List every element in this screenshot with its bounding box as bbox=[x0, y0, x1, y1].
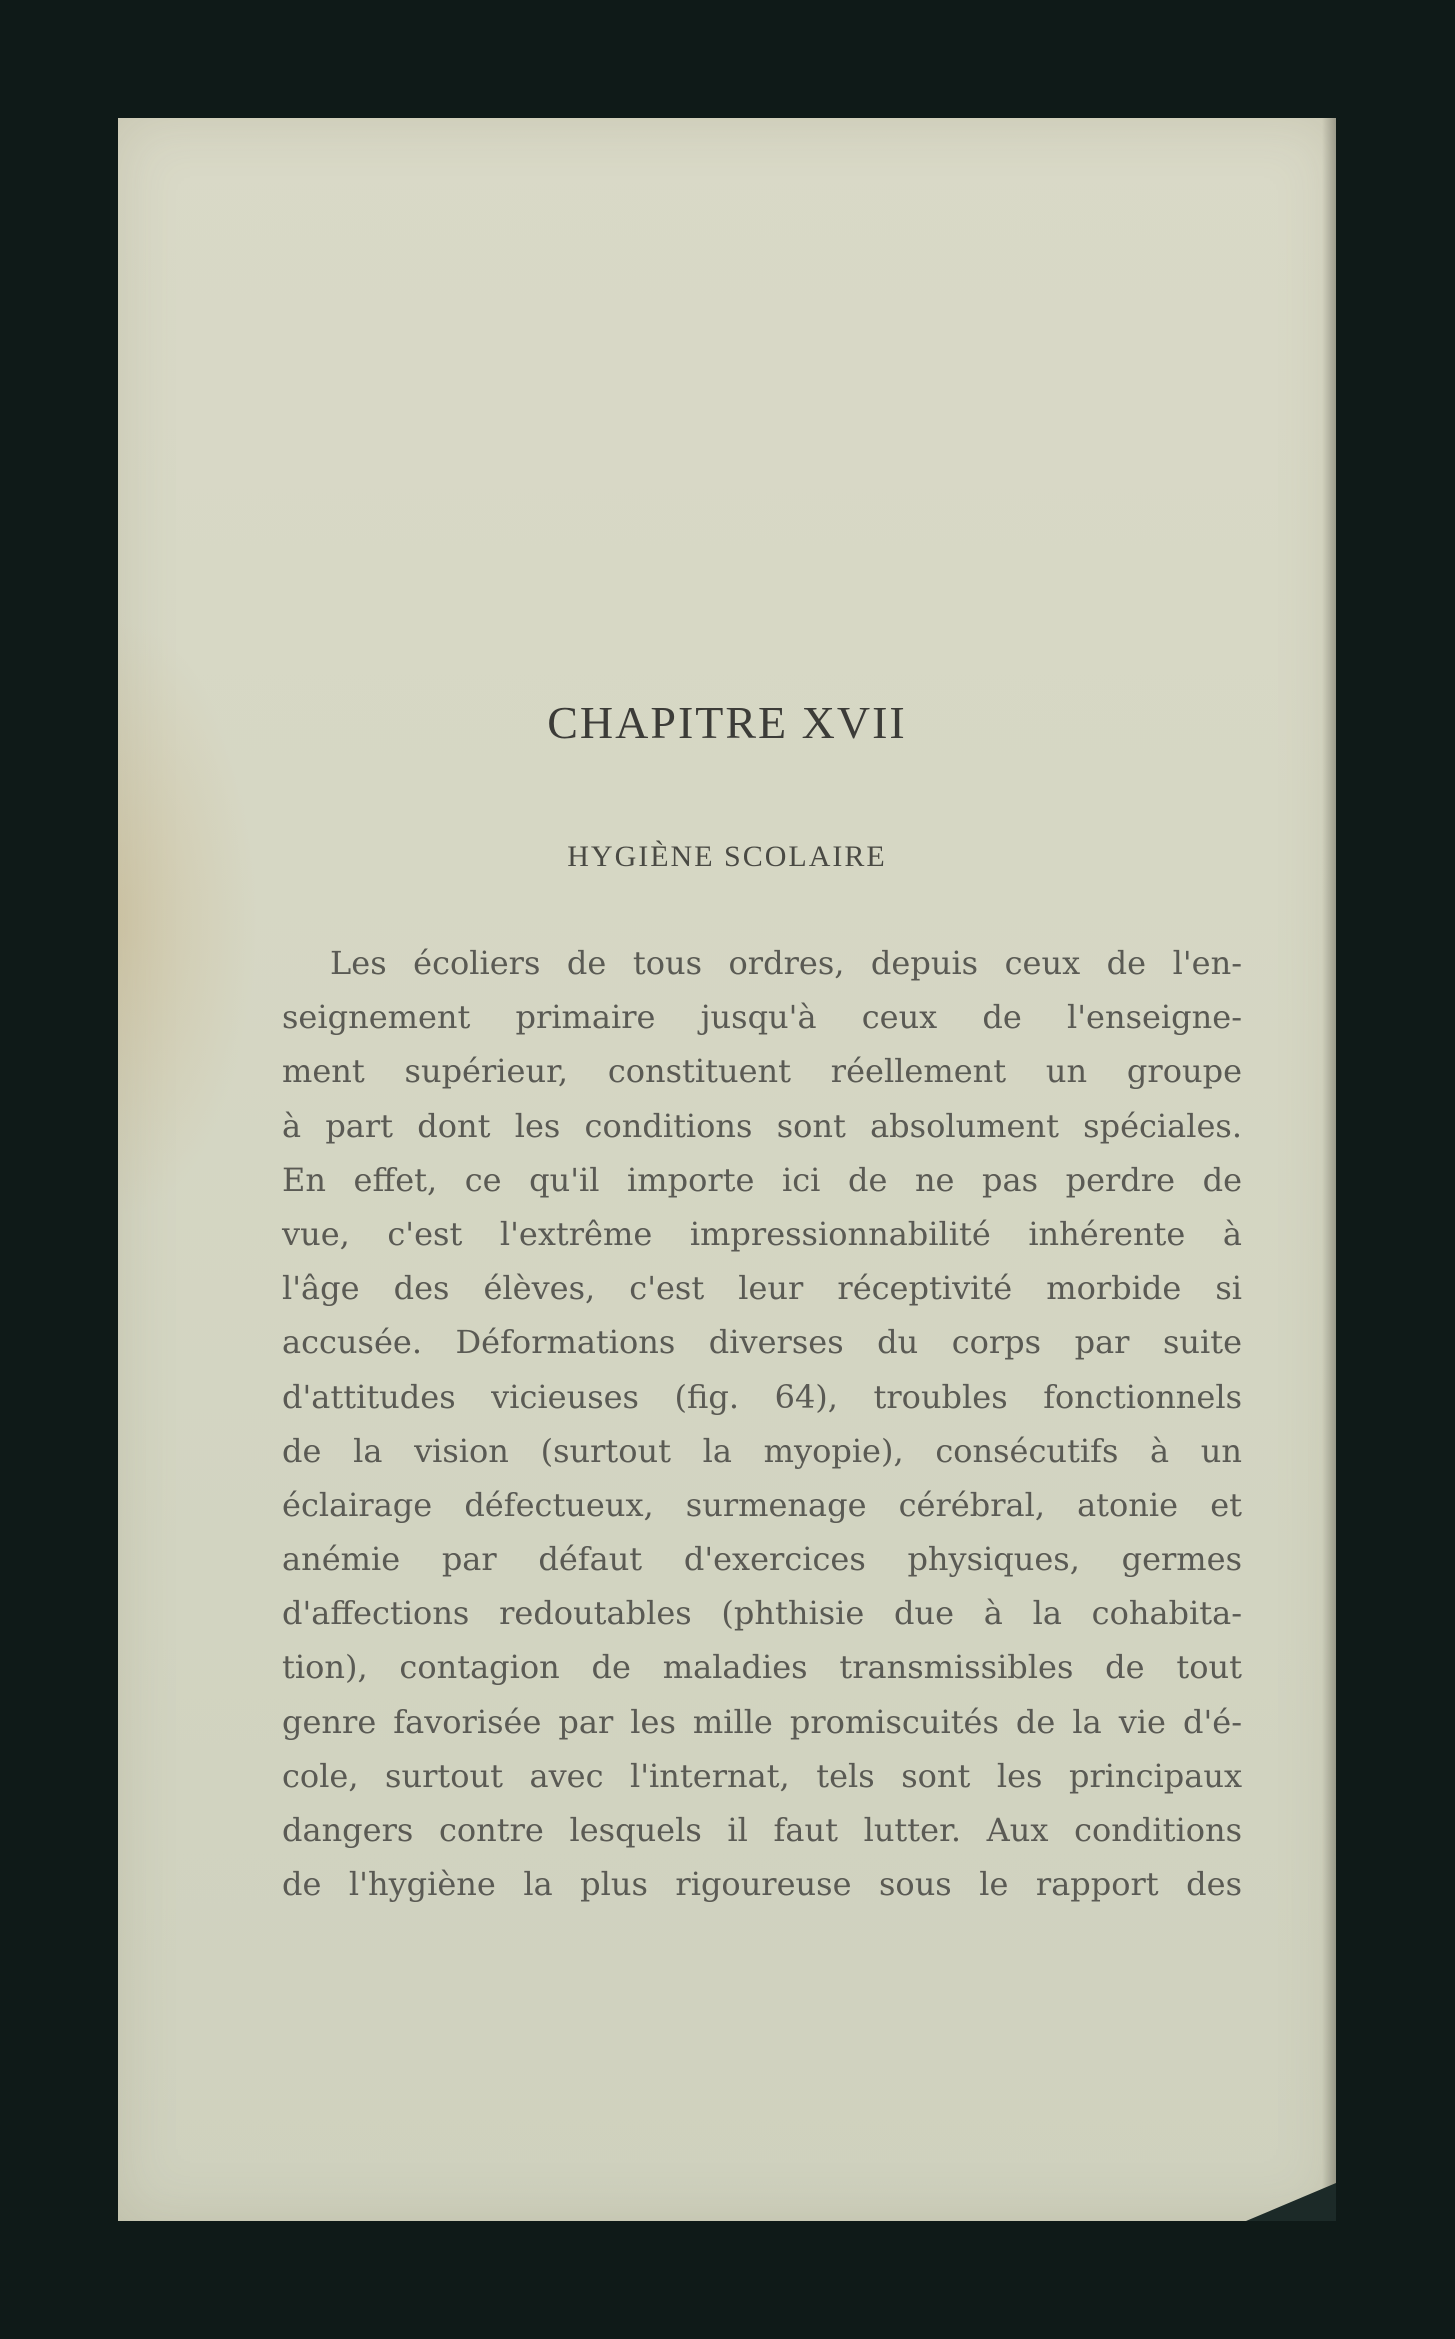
text-line: à part dont les conditions sont absolument spéciales. bbox=[282, 1106, 1242, 1145]
text-line: anémie par défaut d'exercices physiques, germes bbox=[282, 1540, 1242, 1579]
text-line: En effet, ce qu'il importe ici de ne pas perdre de bbox=[282, 1160, 1242, 1199]
page-corner bbox=[1246, 2183, 1336, 2221]
body-paragraph bbox=[282, 936, 1242, 1911]
text-line: de la vision (surtout la myopie), consécutifs à un bbox=[282, 1431, 1242, 1470]
text-line: cole, surtout avec l'internat, tels sont les principaux bbox=[282, 1756, 1242, 1795]
text-line: dangers contre lesquels il faut lutter. Aux conditions bbox=[282, 1811, 1242, 1849]
text-line: tion), contagion de maladies transmissibles de tout bbox=[282, 1648, 1242, 1687]
text-line: vue, c'est l'extrême impressionnabilité inhérente à bbox=[282, 1214, 1242, 1253]
text-line: accusée. Déformations diverses du corps par suite bbox=[282, 1323, 1242, 1362]
text-line: seignement primaire jusqu'à ceux de l'enseigne- bbox=[282, 998, 1242, 1037]
book-page bbox=[118, 118, 1336, 2221]
text-line: Les écoliers de tous ordres, depuis ceux de l'en- bbox=[330, 944, 1242, 982]
page-edge-shadow bbox=[1322, 118, 1336, 2221]
text-line: éclairage défectueux, surmenage cérébral, atonie et bbox=[282, 1485, 1242, 1524]
section-title: HYGIÈNE SCOLAIRE bbox=[567, 840, 887, 873]
chapter-title: CHAPITRE XVII bbox=[547, 697, 907, 748]
text-line: de l'hygiène la plus rigoureuse sous le rapport des bbox=[282, 1865, 1242, 1904]
text-line: l'âge des élèves, c'est leur réceptivité morbide si bbox=[282, 1269, 1242, 1308]
text-line: d'affections redoutables (phthisie due à la cohabita- bbox=[282, 1594, 1242, 1633]
text-line: genre favorisée par les mille promiscuités de la vie d'é- bbox=[282, 1702, 1242, 1741]
text-line: d'attitudes vicieuses (fig. 64), troubles fonctionnels bbox=[282, 1377, 1242, 1416]
text-line: ment supérieur, constituent réellement un groupe bbox=[282, 1052, 1242, 1091]
